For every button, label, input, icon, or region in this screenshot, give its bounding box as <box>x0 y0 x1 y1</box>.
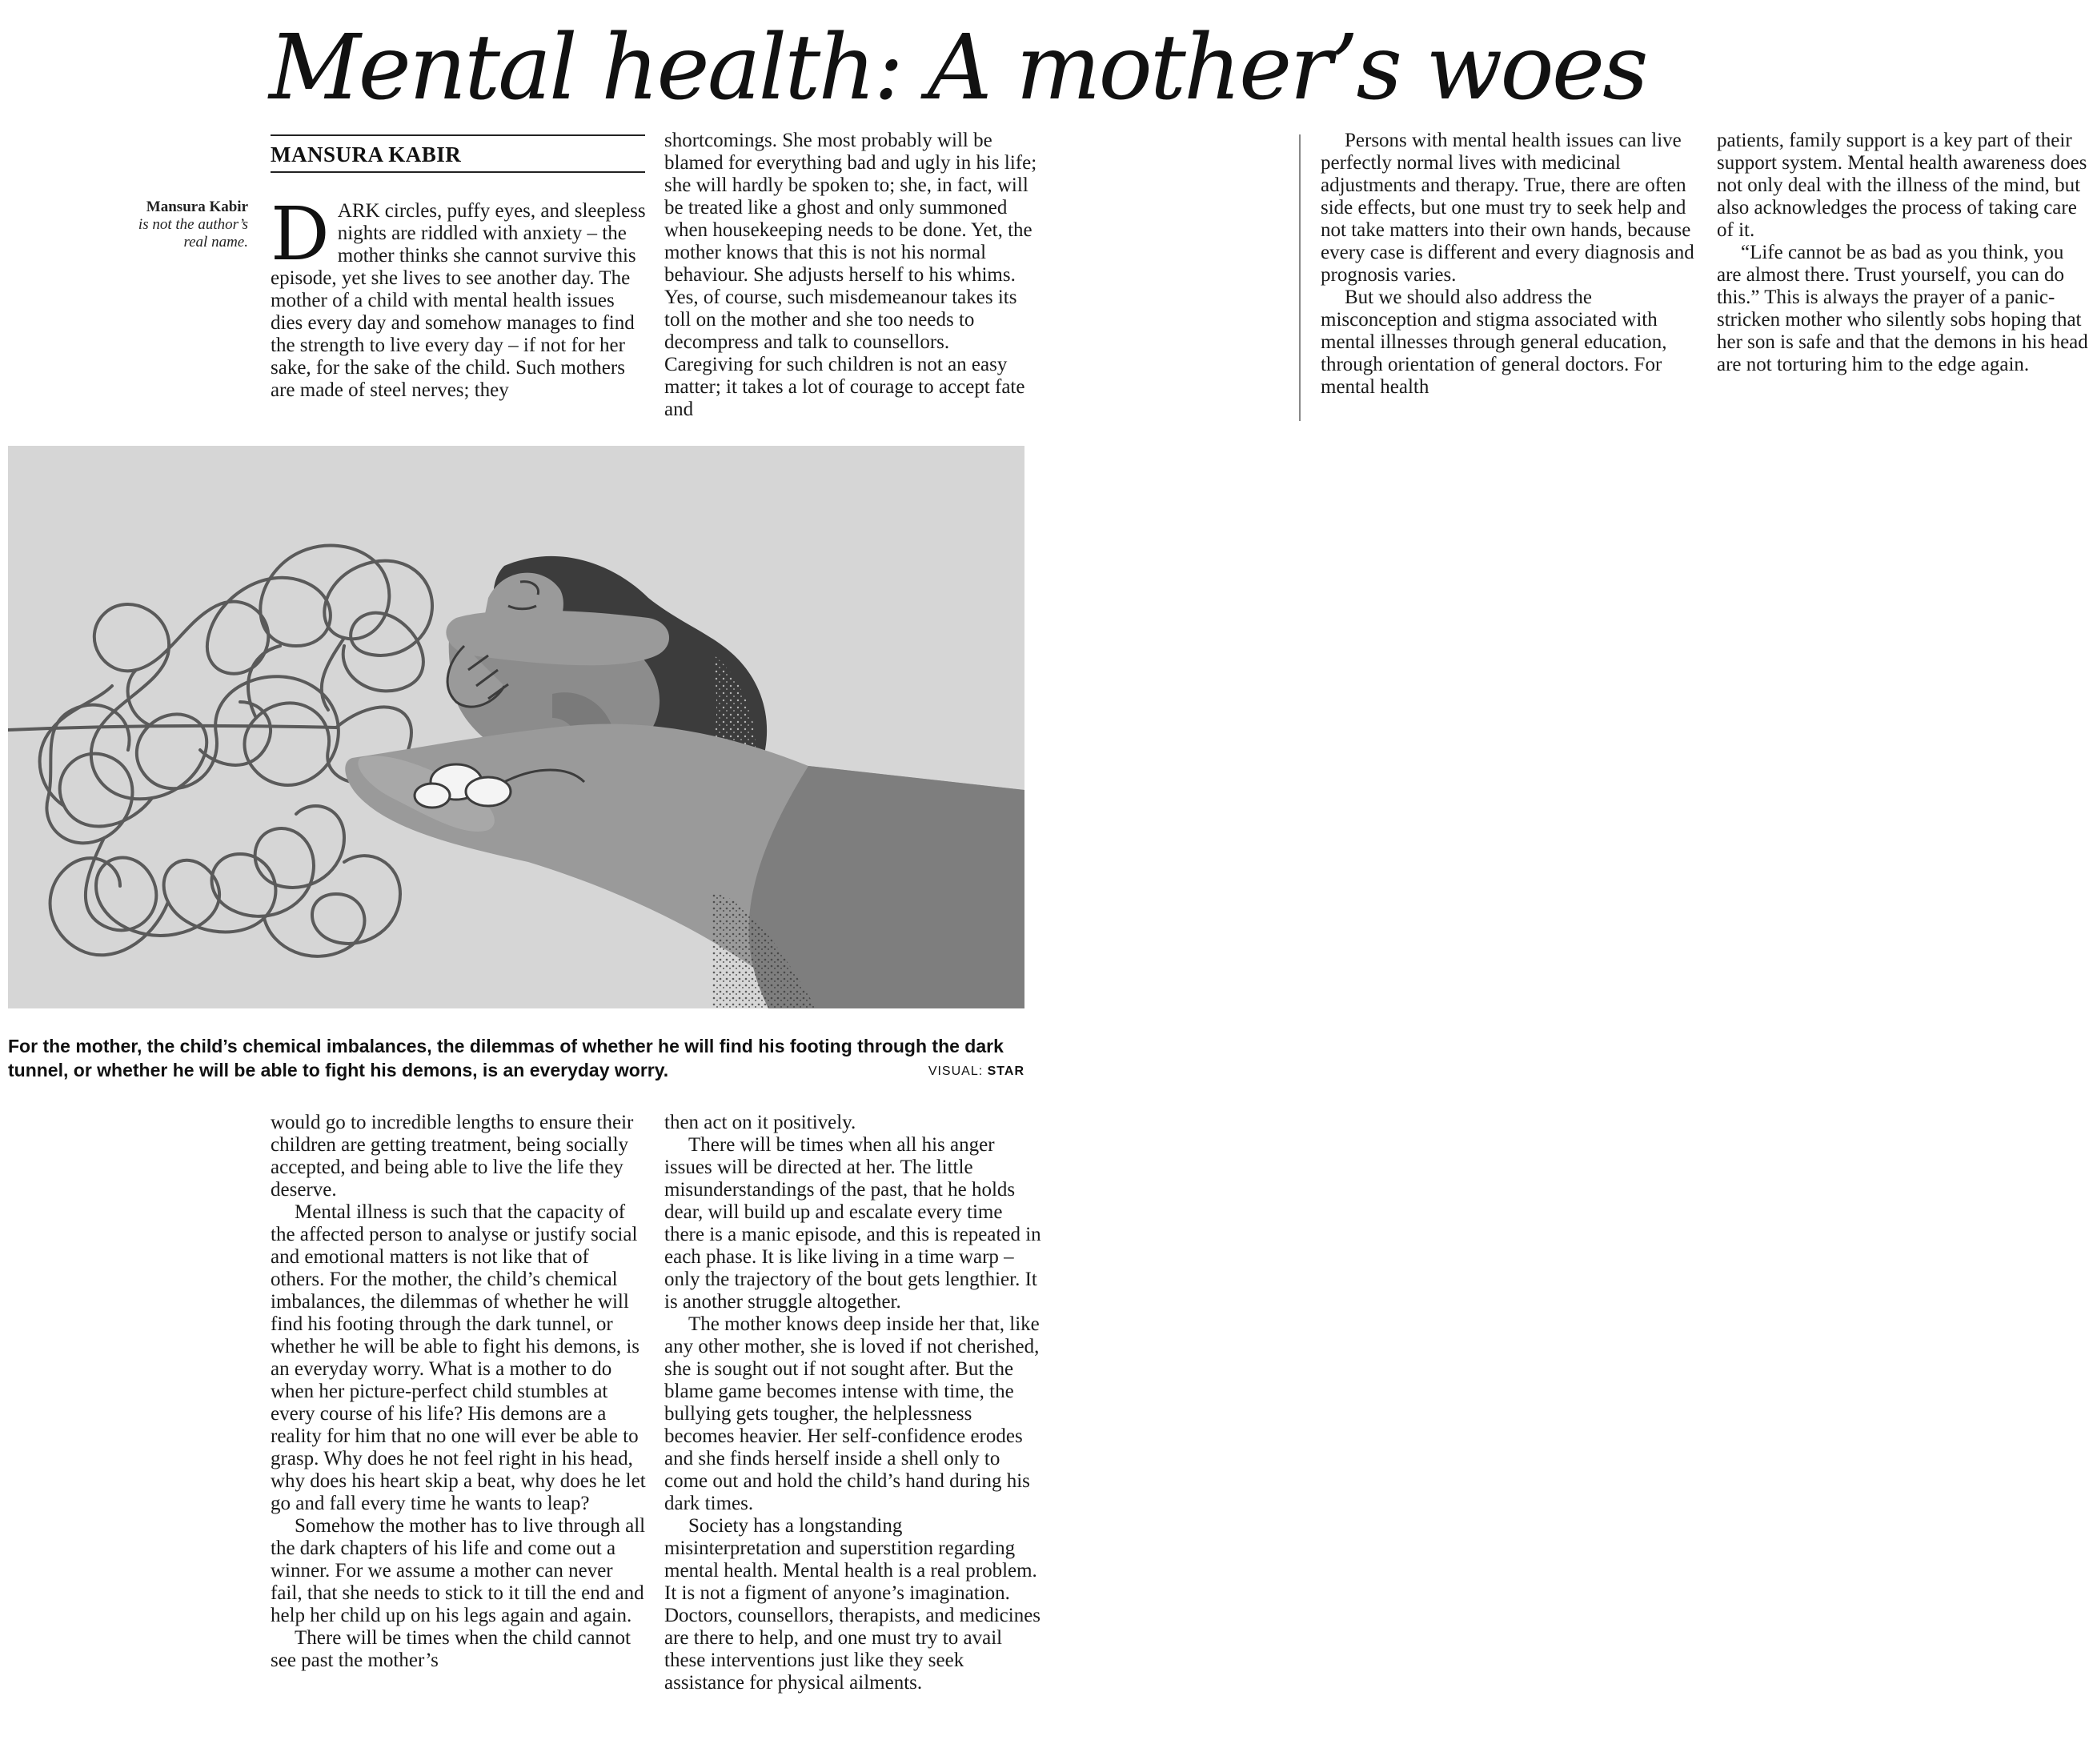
paragraph: But we should also address the misconception and stigma associated with mental illnesses through general education, through orientation of general doctors. For mental health <box>1321 287 1667 398</box>
article-column-1 <box>271 191 647 402</box>
author-sidenote <box>112 198 248 251</box>
drop-cap: D <box>271 191 330 277</box>
byline: MANSURA KABIR <box>271 142 462 166</box>
paragraph: patients, family support is a key part of their support system. Mental health awareness does not only deal with the illness of the mind, but also acknowledges the process of taking care of it. <box>1717 130 2087 241</box>
headline: Mental health: A mother’s woes <box>269 16 1646 120</box>
column-divider <box>1299 134 1301 421</box>
paragraph: then act on it positively. <box>664 1112 856 1133</box>
byline-rule <box>271 171 645 173</box>
credit-label: VISUAL: <box>928 1064 984 1078</box>
article-column-5 <box>271 1112 647 1672</box>
pebble <box>415 784 450 808</box>
image-credit <box>928 1064 1024 1079</box>
sidenote-name: Mansura Kabir <box>146 198 248 215</box>
paragraph: ARK circles, puffy eyes, and sleepless nights are riddled with anxiety – the mother thinks she cannot survive this episode, yet she lives to see another day. The mother of a child with mental health issues dies every day and somehow manages to find the strength to live every day – if not for her sake, for the sake of the child. Such mothers are made of steel nerves; they <box>271 200 646 401</box>
article-column-2 <box>664 130 1042 421</box>
sidenote-text: is not the author’s real name. <box>138 216 248 251</box>
paragraph: would go to incredible lengths to ensure their children are getting treatment, being socially accepted, and being able to live the life they deserve. <box>271 1112 634 1201</box>
paragraph: Society has a longstanding misinterpretation and superstition regarding mental health. Mental health is a real problem. It is not a figment of anyone’s imagination. Doctors, counsellors, therapists, and medicines are there to help, and one must try to avail these interventions just like they seek assistance for physical ailments. <box>664 1515 1041 1694</box>
illustration <box>8 446 1024 1008</box>
paragraph: There will be times when all his anger issues will be directed at her. The little misunderstandings of the past, that he holds dear, will build up and escalate every time there is a manic episode, and this is repeated in each phase. It is like living in a time warp – only the trajectory of the bout gets lengthier. It is another struggle altogether. <box>664 1134 1041 1313</box>
article-column-6 <box>664 1112 1042 1694</box>
article-column-4 <box>1717 130 2093 376</box>
paragraph: “Life cannot be as bad as you think, you are almost there. Trust yourself, you can do this.” This is always the prayer of a panic-stricken mother who silently sobs hoping that her son is safe and that the demons in his head are not torturing him to the edge again. <box>1717 242 2088 375</box>
credit-source: STAR <box>987 1064 1024 1078</box>
paragraph: shortcomings. She most probably will be blamed for everything bad and ugly in his life; she will hardly be spoken to; she, in fact, will be treated like a ghost and only summoned when housekeeping needs to be done. Yet, the mother knows that this is not his normal behaviour. She adjusts herself to his whims. Yes, of course, such misdemeanour takes its toll on the mother and she too needs to decompress and talk to counsellors. Caregiving for such children is not an easy matter; it takes a lot of courage to accept fate and <box>664 130 1037 420</box>
byline-rule <box>271 134 645 136</box>
paragraph: The mother knows deep inside her that, like any other mother, she is loved if not cherished, she is sought out if not sought after. But the blame game becomes intense with time, the bullying gets tougher, the helplessness becomes heavier. Her self-confidence erodes and she finds herself inside a shell only to come out and hold the child’s hand during his dark times. <box>664 1313 1040 1514</box>
paragraph: Persons with mental health issues can live perfectly normal lives with medicinal adjustments and therapy. True, there are often side effects, but one must try to seek help and not take matters into their own hands, because every case is different and every diagnosis and prognosis varies. <box>1321 130 1694 286</box>
paragraph: Mental illness is such that the capacity of the affected person to analyse or justify social and emotional matters is not like that of others. For the mother, the child’s chemical imbalances, the dilemmas of whether he will find his footing through the dark tunnel, or whether he will be able to fight his demons, is an everyday worry. What is a mother to do when her picture-perfect child stumbles at every course of his life? His demons are a reality for him that no one will ever be able to grasp. Why does he not feel right in his head, why does his heart skip a beat, why does he let go and fall every time he wants to leap? <box>271 1201 646 1514</box>
article-column-3 <box>1321 130 1697 399</box>
paragraph: Somehow the mother has to live through all the dark chapters of his life and come out a winner. For we assume a mother can never fail, that she needs to stick to it till the end and help her child up on his legs again and again. <box>271 1515 646 1626</box>
image-caption: For the mother, the child’s chemical imbalances, the dilemmas of whether he will find his footing through the dark tunnel, or whether he will be able to fight his demons, is an everyday worry. <box>8 1036 1004 1080</box>
pebble <box>466 777 511 806</box>
paragraph: There will be times when the child cannot see past the mother’s <box>271 1627 632 1671</box>
